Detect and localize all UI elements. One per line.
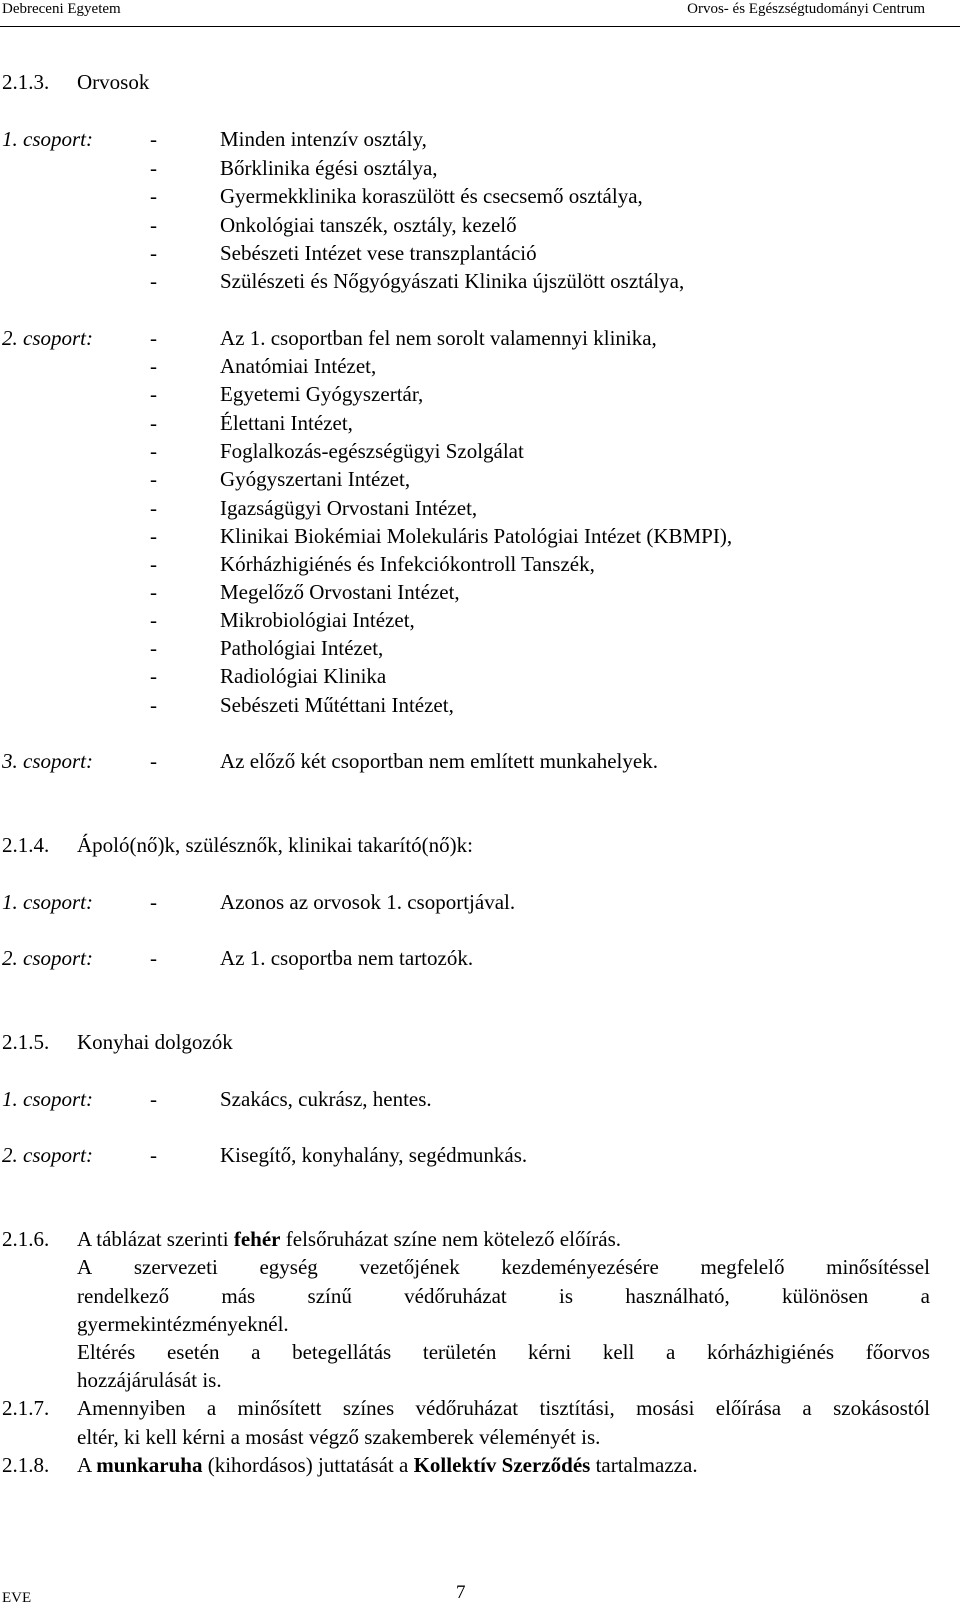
list-dash: -	[150, 552, 157, 576]
word: más	[221, 1284, 256, 1308]
section-title: Orvosok	[77, 70, 150, 94]
word: a	[665, 1340, 676, 1364]
justified-line	[77, 1255, 930, 1280]
section-number: 2.1.4.	[2, 833, 50, 857]
word: színes	[342, 1396, 395, 1420]
list-dash: -	[150, 411, 157, 435]
group-label: 1. csoport:	[2, 890, 93, 914]
paragraph-line	[77, 1453, 698, 1478]
word: kell	[602, 1340, 635, 1364]
word: minősítéssel	[826, 1255, 930, 1279]
group-label: 2. csoport:	[2, 326, 93, 350]
list-dash: -	[150, 269, 157, 293]
list-dash: -	[150, 156, 157, 180]
word: vezetőjének	[359, 1255, 460, 1279]
list-dash: -	[150, 496, 157, 520]
section-number: 2.1.7.	[2, 1396, 50, 1420]
list-dash: -	[150, 580, 157, 604]
justified-line	[77, 1396, 930, 1421]
list-dash: -	[150, 241, 157, 265]
list-dash: -	[150, 749, 157, 773]
word: szokásostól	[833, 1396, 930, 1420]
list-dash: -	[150, 439, 157, 463]
list-item: Onkológiai tanszék, osztály, kezelő	[220, 213, 517, 237]
list-dash: -	[150, 636, 157, 660]
header-divider	[0, 26, 960, 27]
list-item: Igazságügyi Orvostani Intézet,	[220, 496, 478, 520]
list-dash: -	[150, 608, 157, 632]
word: A	[77, 1255, 93, 1279]
list-dash: -	[150, 326, 157, 350]
text: tartalmazza.	[590, 1453, 698, 1477]
header-left: Debreceni Egyetem	[2, 1, 121, 17]
list-item: Az 1. csoportba nem tartozók.	[220, 946, 474, 970]
word: Eltérés	[77, 1340, 136, 1364]
list-item: Élettani Intézet,	[220, 411, 353, 435]
list-dash: -	[150, 382, 157, 406]
word: kérni	[528, 1340, 572, 1364]
word: a	[920, 1284, 930, 1308]
word: a	[251, 1340, 261, 1364]
list-item: Szakács, cukrász, hentes.	[220, 1087, 432, 1111]
word: tisztítási,	[539, 1396, 615, 1420]
paragraph-line	[77, 1227, 621, 1252]
list-dash: -	[150, 664, 157, 688]
word: védőruházat	[415, 1396, 519, 1420]
list-item: Kisegítő, konyhalány, segédmunkás.	[220, 1143, 528, 1167]
word: a	[802, 1396, 812, 1420]
word: védőruházat	[404, 1284, 507, 1308]
word: mosási	[636, 1396, 695, 1420]
word: is	[559, 1284, 574, 1308]
paragraph-line: hozzájárulását is.	[77, 1368, 222, 1392]
text: felsőruházat színe nem kötelező előírás.	[280, 1227, 622, 1251]
list-item: Megelőző Orvostani Intézet,	[220, 580, 460, 604]
paragraph-line: gyermekintézményeknél.	[77, 1312, 289, 1336]
word: főorvos	[865, 1340, 930, 1364]
word: megfelelő	[700, 1255, 785, 1279]
list-item: Mikrobiológiai Intézet,	[220, 608, 415, 632]
header-right: Orvos- és Egészségtudományi Centrum	[687, 1, 925, 17]
section-number: 2.1.5.	[2, 1030, 50, 1054]
list-item: Klinikai Biokémiai Molekuláris Patológiai Intézet (KBMPI),	[220, 524, 733, 548]
group-label: 1. csoport:	[2, 1087, 93, 1111]
list-dash: -	[150, 1087, 157, 1111]
justified-line	[77, 1284, 930, 1309]
footer-left: EVE	[2, 1590, 32, 1606]
word: rendelkező	[77, 1284, 170, 1308]
list-item: Radiológiai Klinika	[220, 664, 387, 688]
emphasis: Kollektív Szerződés	[413, 1453, 591, 1477]
word: kórházhigiénés	[706, 1340, 835, 1364]
word: esetén	[166, 1340, 220, 1364]
emphasis: munkaruha	[96, 1453, 203, 1477]
group-label: 2. csoport:	[2, 946, 93, 970]
list-item: Azonos az orvosok 1. csoportjával.	[220, 890, 516, 914]
word: előírása	[715, 1396, 782, 1420]
section-title: Konyhai dolgozók	[77, 1030, 233, 1054]
list-item: Gyermekklinika koraszülött és csecsemő osztálya,	[220, 184, 643, 208]
text: (kihordásos) juttatását a	[202, 1453, 414, 1477]
list-item: Kórházhigiénés és Infekciókontroll Tanszék,	[220, 552, 595, 576]
list-dash: -	[150, 890, 157, 914]
justified-line	[77, 1340, 930, 1365]
list-item: Foglalkozás-egészségügyi Szolgálat	[220, 439, 524, 463]
word: minősített	[237, 1396, 322, 1420]
paragraph-line: eltér, ki kell kérni a mosást végző szakemberek véleményét is.	[77, 1425, 601, 1449]
section-number: 2.1.8.	[2, 1453, 50, 1477]
list-dash: -	[150, 467, 157, 491]
list-dash: -	[150, 184, 157, 208]
list-dash: -	[150, 213, 157, 237]
list-item: Minden intenzív osztály,	[220, 127, 427, 151]
group-label: 1. csoport:	[2, 127, 93, 151]
word: használható,	[625, 1284, 730, 1308]
list-item: Anatómiai Intézet,	[220, 354, 377, 378]
word: betegellátás	[292, 1340, 392, 1364]
list-item: Sebészeti Intézet vese transzplantáció	[220, 241, 537, 265]
word: Amennyiben	[77, 1396, 186, 1420]
word: egység	[259, 1255, 318, 1279]
section-number: 2.1.3.	[2, 70, 50, 94]
list-dash: -	[150, 1143, 157, 1167]
list-dash: -	[150, 946, 157, 970]
text: A táblázat szerinti	[77, 1227, 234, 1251]
list-dash: -	[150, 354, 157, 378]
list-item: Az előző két csoportban nem említett munkahelyek.	[220, 749, 658, 773]
list-item: Gyógyszertani Intézet,	[220, 467, 411, 491]
list-dash: -	[150, 127, 157, 151]
section-number: 2.1.6.	[2, 1227, 50, 1251]
group-label: 2. csoport:	[2, 1143, 93, 1167]
list-item: Az 1. csoportban fel nem sorolt valamennyi klinika,	[220, 326, 657, 350]
list-dash: -	[150, 693, 157, 717]
word: különösen	[781, 1284, 869, 1308]
list-item: Szülészeti és Nőgyógyászati Klinika újszülött osztálya,	[220, 269, 685, 293]
word: szervezeti	[133, 1255, 218, 1279]
word: a	[206, 1396, 217, 1420]
word: területén	[422, 1340, 497, 1364]
word: kezdeményezésére	[501, 1255, 659, 1279]
word: színű	[307, 1284, 352, 1308]
list-item: Bőrklinika égési osztálya,	[220, 156, 438, 180]
section-title: Ápoló(nő)k, szülésznők, klinikai takarító(nő)k:	[77, 833, 473, 857]
list-item: Egyetemi Gyógyszertár,	[220, 382, 424, 406]
page-number: 7	[456, 1582, 466, 1603]
list-item: Pathológiai Intézet,	[220, 636, 384, 660]
list-item: Sebészeti Műtéttani Intézet,	[220, 693, 454, 717]
text: A	[77, 1453, 97, 1477]
emphasis: fehér	[233, 1227, 281, 1251]
list-dash: -	[150, 524, 157, 548]
group-label: 3. csoport:	[2, 749, 93, 773]
